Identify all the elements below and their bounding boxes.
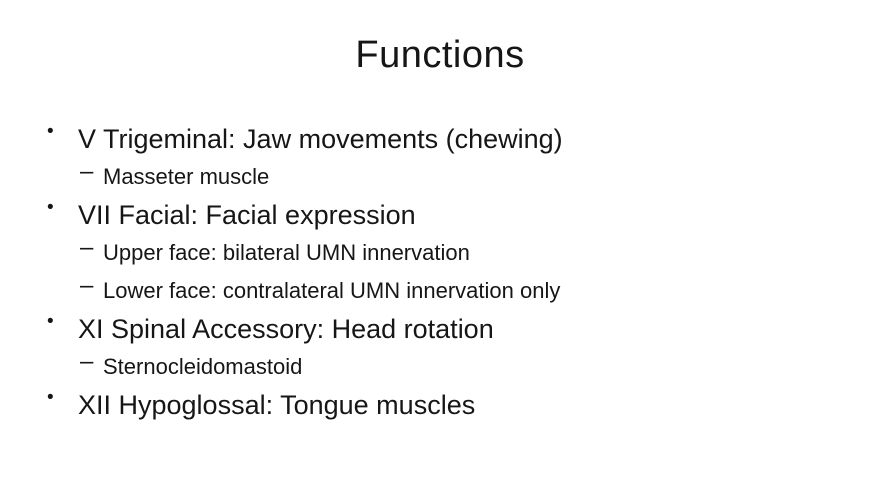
bullet-text: V Trigeminal: Jaw movements (chewing) bbox=[78, 123, 563, 154]
bullet-item bbox=[0, 386, 880, 424]
bullet-text: XII Hypoglossal: Tongue muscles bbox=[78, 389, 476, 420]
bullet-text: VII Facial: Facial expression bbox=[78, 199, 416, 230]
bullet-text: Sternocleidomastoid bbox=[103, 354, 303, 379]
bullet-dot-icon: • bbox=[47, 121, 54, 142]
dash-icon: – bbox=[80, 158, 94, 185]
dash-icon: – bbox=[80, 348, 94, 375]
sub-bullet-item bbox=[0, 158, 880, 196]
bullet-text: Masseter muscle bbox=[103, 164, 270, 189]
bullet-dot-icon: • bbox=[47, 197, 54, 218]
dash-icon: – bbox=[80, 234, 94, 261]
bullet-dot-icon: • bbox=[47, 311, 54, 332]
bullet-list bbox=[0, 120, 880, 424]
sub-bullet-item bbox=[0, 272, 880, 310]
bullet-item bbox=[0, 120, 880, 158]
bullet-item bbox=[0, 310, 880, 348]
bullet-text: XI Spinal Accessory: Head rotation bbox=[78, 313, 494, 344]
bullet-text: Lower face: contralateral UMN innervation only bbox=[103, 278, 561, 303]
dash-icon: – bbox=[80, 272, 94, 299]
bullet-text: Upper face: bilateral UMN innervation bbox=[103, 240, 470, 265]
sub-bullet-item bbox=[0, 234, 880, 272]
bullet-dot-icon: • bbox=[47, 387, 54, 408]
bullet-item bbox=[0, 196, 880, 234]
slide-title: Functions bbox=[355, 34, 525, 76]
sub-bullet-item bbox=[0, 348, 880, 386]
